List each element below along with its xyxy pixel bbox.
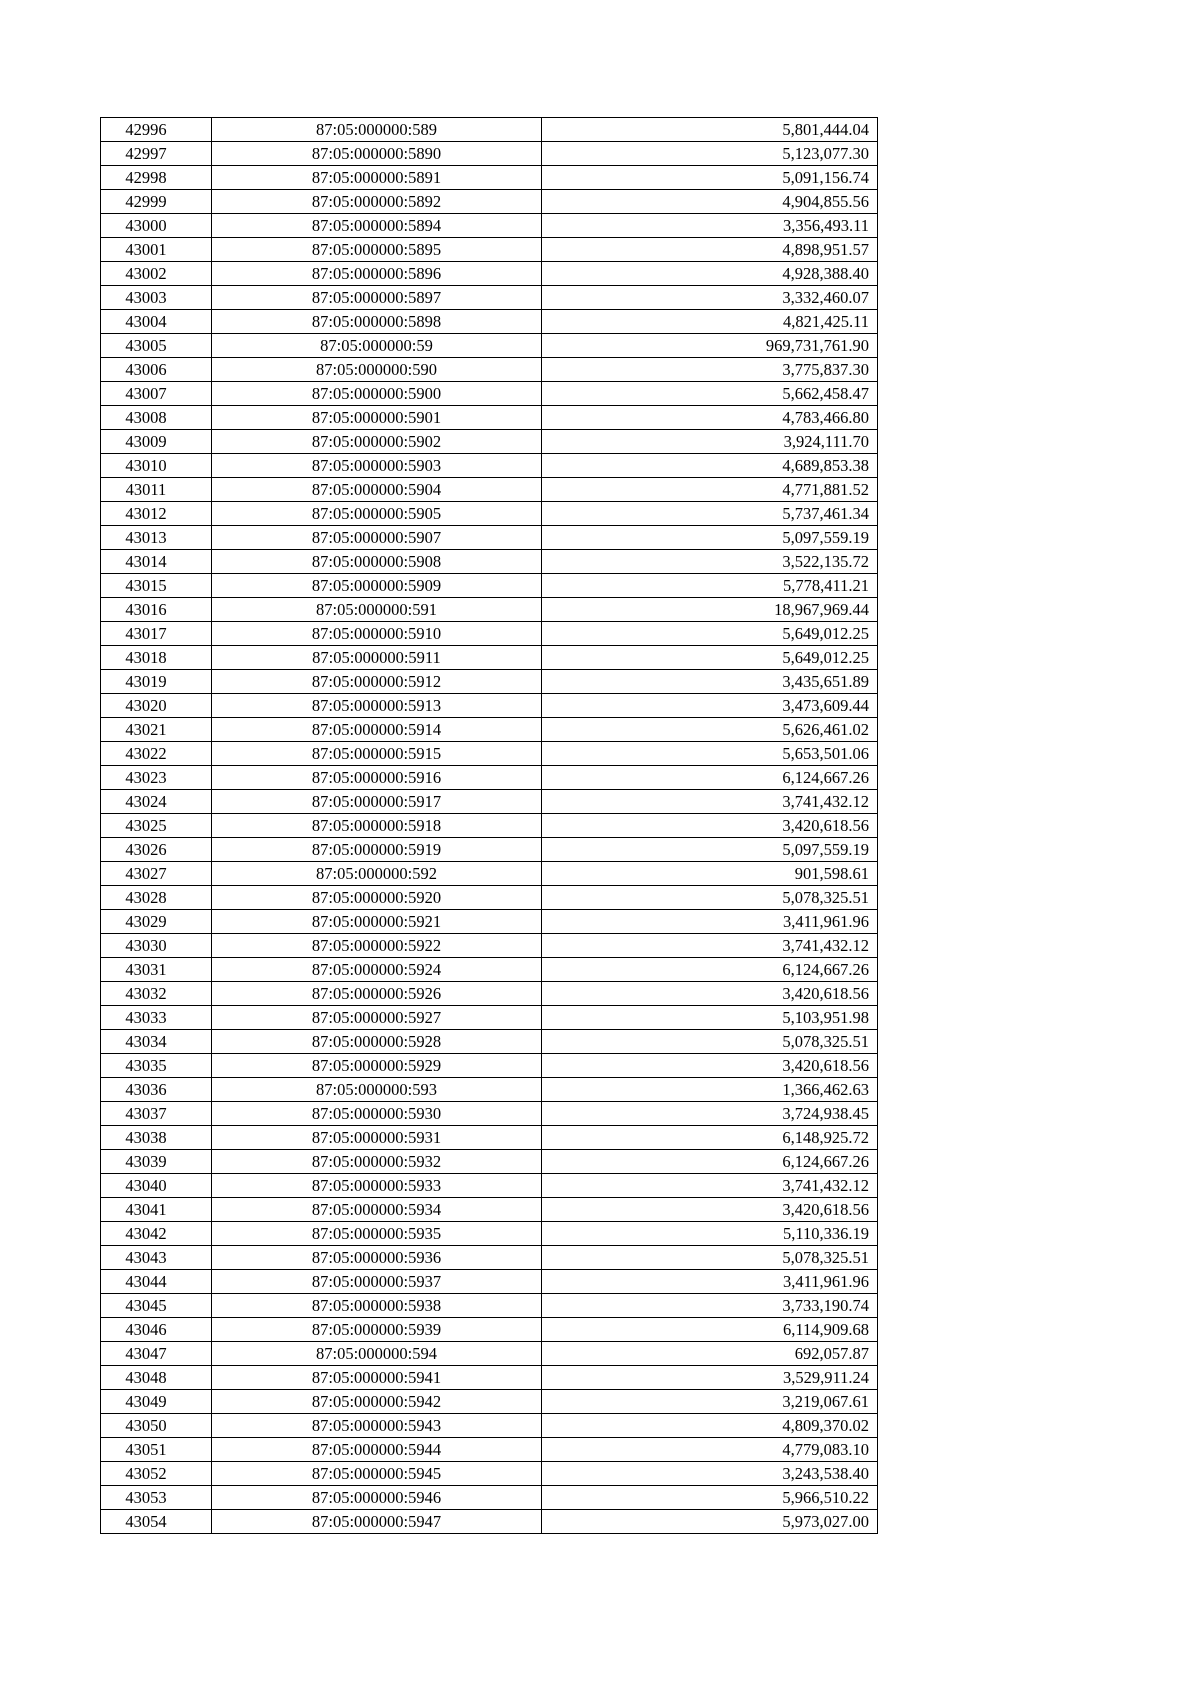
- cadastral-number-cell: 87:05:000000:5897: [212, 286, 542, 310]
- row-number-cell: 43004: [101, 310, 212, 334]
- table-row: [101, 982, 878, 1006]
- table-row: [101, 1486, 878, 1510]
- table-row: [101, 310, 878, 334]
- cadastral-number-cell: 87:05:000000:5935: [212, 1222, 542, 1246]
- row-number-cell: 43007: [101, 382, 212, 406]
- row-number-cell: 42996: [101, 118, 212, 142]
- table-row: [101, 838, 878, 862]
- value-amount-cell: 3,435,651.89: [542, 670, 878, 694]
- value-amount-cell: 5,973,027.00: [542, 1510, 878, 1534]
- value-amount-cell: 3,741,432.12: [542, 790, 878, 814]
- value-amount-cell: 5,649,012.25: [542, 622, 878, 646]
- row-number-cell: 43003: [101, 286, 212, 310]
- row-number-cell: 43043: [101, 1246, 212, 1270]
- value-amount-cell: 5,078,325.51: [542, 1030, 878, 1054]
- row-number-cell: 43015: [101, 574, 212, 598]
- cadastral-number-cell: 87:05:000000:5938: [212, 1294, 542, 1318]
- row-number-cell: 43033: [101, 1006, 212, 1030]
- row-number-cell: 43035: [101, 1054, 212, 1078]
- row-number-cell: 43048: [101, 1366, 212, 1390]
- table-row: [101, 742, 878, 766]
- table-row: [101, 430, 878, 454]
- value-amount-cell: 3,411,961.96: [542, 910, 878, 934]
- cadastral-number-cell: 87:05:000000:5895: [212, 238, 542, 262]
- cadastral-number-cell: 87:05:000000:5908: [212, 550, 542, 574]
- table-row: [101, 334, 878, 358]
- table-row: [101, 910, 878, 934]
- value-amount-cell: 3,420,618.56: [542, 814, 878, 838]
- table-row: [101, 142, 878, 166]
- value-amount-cell: 4,779,083.10: [542, 1438, 878, 1462]
- row-number-cell: 43036: [101, 1078, 212, 1102]
- value-amount-cell: 969,731,761.90: [542, 334, 878, 358]
- table-row: [101, 454, 878, 478]
- row-number-cell: 43025: [101, 814, 212, 838]
- cadastral-number-cell: 87:05:000000:594: [212, 1342, 542, 1366]
- row-number-cell: 43046: [101, 1318, 212, 1342]
- value-amount-cell: 18,967,969.44: [542, 598, 878, 622]
- cadastral-number-cell: 87:05:000000:59: [212, 334, 542, 358]
- value-amount-cell: 4,771,881.52: [542, 478, 878, 502]
- value-amount-cell: 3,243,538.40: [542, 1462, 878, 1486]
- value-amount-cell: 5,778,411.21: [542, 574, 878, 598]
- value-amount-cell: 3,356,493.11: [542, 214, 878, 238]
- cadastral-number-cell: 87:05:000000:5910: [212, 622, 542, 646]
- value-amount-cell: 3,420,618.56: [542, 1198, 878, 1222]
- table-row: [101, 478, 878, 502]
- cadastral-number-cell: 87:05:000000:5919: [212, 838, 542, 862]
- cadastral-number-cell: 87:05:000000:5933: [212, 1174, 542, 1198]
- table-row: [101, 1126, 878, 1150]
- table-row: [101, 1414, 878, 1438]
- value-amount-cell: 3,924,111.70: [542, 430, 878, 454]
- table-row: [101, 1294, 878, 1318]
- value-amount-cell: 3,219,067.61: [542, 1390, 878, 1414]
- table-row: [101, 1366, 878, 1390]
- value-amount-cell: 692,057.87: [542, 1342, 878, 1366]
- row-number-cell: 43031: [101, 958, 212, 982]
- row-number-cell: 43034: [101, 1030, 212, 1054]
- row-number-cell: 43024: [101, 790, 212, 814]
- value-amount-cell: 5,737,461.34: [542, 502, 878, 526]
- table-row: [101, 646, 878, 670]
- table-row: [101, 406, 878, 430]
- value-amount-cell: 3,733,190.74: [542, 1294, 878, 1318]
- cadastral-number-cell: 87:05:000000:5943: [212, 1414, 542, 1438]
- table-row: [101, 1174, 878, 1198]
- table-row: [101, 1222, 878, 1246]
- table-row: [101, 1030, 878, 1054]
- value-amount-cell: 3,741,432.12: [542, 934, 878, 958]
- cadastral-number-cell: 87:05:000000:5930: [212, 1102, 542, 1126]
- value-amount-cell: 5,801,444.04: [542, 118, 878, 142]
- row-number-cell: 43044: [101, 1270, 212, 1294]
- table-row: [101, 358, 878, 382]
- value-amount-cell: 6,114,909.68: [542, 1318, 878, 1342]
- cadastral-number-cell: 87:05:000000:593: [212, 1078, 542, 1102]
- row-number-cell: 43038: [101, 1126, 212, 1150]
- cadastral-number-cell: 87:05:000000:5931: [212, 1126, 542, 1150]
- table-row: [101, 1318, 878, 1342]
- cadastral-number-cell: 87:05:000000:5937: [212, 1270, 542, 1294]
- cadastral-number-cell: 87:05:000000:5912: [212, 670, 542, 694]
- row-number-cell: 43000: [101, 214, 212, 238]
- row-number-cell: 43050: [101, 1414, 212, 1438]
- value-amount-cell: 3,473,609.44: [542, 694, 878, 718]
- row-number-cell: 43017: [101, 622, 212, 646]
- cadastral-number-cell: 87:05:000000:5898: [212, 310, 542, 334]
- row-number-cell: 43012: [101, 502, 212, 526]
- value-amount-cell: 4,904,855.56: [542, 190, 878, 214]
- value-amount-cell: 5,091,156.74: [542, 166, 878, 190]
- table-row: [101, 550, 878, 574]
- row-number-cell: 43005: [101, 334, 212, 358]
- row-number-cell: 42998: [101, 166, 212, 190]
- cadastral-number-cell: 87:05:000000:5902: [212, 430, 542, 454]
- table-row: [101, 862, 878, 886]
- cadastral-number-cell: 87:05:000000:5915: [212, 742, 542, 766]
- value-amount-cell: 4,809,370.02: [542, 1414, 878, 1438]
- table-row: [101, 622, 878, 646]
- cadastral-number-cell: 87:05:000000:5918: [212, 814, 542, 838]
- cadastral-number-cell: 87:05:000000:5892: [212, 190, 542, 214]
- cadastral-number-cell: 87:05:000000:5911: [212, 646, 542, 670]
- row-number-cell: 42997: [101, 142, 212, 166]
- value-amount-cell: 6,148,925.72: [542, 1126, 878, 1150]
- value-amount-cell: 5,078,325.51: [542, 886, 878, 910]
- table-row: [101, 526, 878, 550]
- table-row: [101, 118, 878, 142]
- table-row: [101, 958, 878, 982]
- table-row: [101, 886, 878, 910]
- cadastral-number-cell: 87:05:000000:5894: [212, 214, 542, 238]
- value-amount-cell: 3,332,460.07: [542, 286, 878, 310]
- value-amount-cell: 6,124,667.26: [542, 1150, 878, 1174]
- value-amount-cell: 3,775,837.30: [542, 358, 878, 382]
- value-amount-cell: 3,724,938.45: [542, 1102, 878, 1126]
- row-number-cell: 43039: [101, 1150, 212, 1174]
- value-amount-cell: 3,522,135.72: [542, 550, 878, 574]
- row-number-cell: 43002: [101, 262, 212, 286]
- value-amount-cell: 1,366,462.63: [542, 1078, 878, 1102]
- cadastral-number-cell: 87:05:000000:5939: [212, 1318, 542, 1342]
- cadastral-number-cell: 87:05:000000:5921: [212, 910, 542, 934]
- row-number-cell: 43037: [101, 1102, 212, 1126]
- table-row: [101, 1078, 878, 1102]
- cadastral-number-cell: 87:05:000000:5913: [212, 694, 542, 718]
- row-number-cell: 43045: [101, 1294, 212, 1318]
- row-number-cell: 43051: [101, 1438, 212, 1462]
- row-number-cell: 43009: [101, 430, 212, 454]
- value-amount-cell: 5,110,336.19: [542, 1222, 878, 1246]
- table-row: [101, 1390, 878, 1414]
- row-number-cell: 43029: [101, 910, 212, 934]
- table-row: [101, 766, 878, 790]
- table-row: [101, 1270, 878, 1294]
- data-table: [100, 117, 878, 1534]
- table-row: [101, 1462, 878, 1486]
- row-number-cell: 43047: [101, 1342, 212, 1366]
- table-body: [101, 118, 878, 1534]
- cadastral-number-cell: 87:05:000000:5917: [212, 790, 542, 814]
- value-amount-cell: 4,928,388.40: [542, 262, 878, 286]
- table-row: [101, 1510, 878, 1534]
- value-amount-cell: 6,124,667.26: [542, 766, 878, 790]
- table-row: [101, 1342, 878, 1366]
- row-number-cell: 43052: [101, 1462, 212, 1486]
- row-number-cell: 43032: [101, 982, 212, 1006]
- row-number-cell: 43006: [101, 358, 212, 382]
- row-number-cell: 43049: [101, 1390, 212, 1414]
- table-row: [101, 1150, 878, 1174]
- cadastral-number-cell: 87:05:000000:5927: [212, 1006, 542, 1030]
- cadastral-number-cell: 87:05:000000:5942: [212, 1390, 542, 1414]
- row-number-cell: 43011: [101, 478, 212, 502]
- row-number-cell: 43021: [101, 718, 212, 742]
- cadastral-number-cell: 87:05:000000:5891: [212, 166, 542, 190]
- table-row: [101, 166, 878, 190]
- cadastral-number-cell: 87:05:000000:5896: [212, 262, 542, 286]
- row-number-cell: 43010: [101, 454, 212, 478]
- value-amount-cell: 5,078,325.51: [542, 1246, 878, 1270]
- table-row: [101, 598, 878, 622]
- value-amount-cell: 5,662,458.47: [542, 382, 878, 406]
- cadastral-number-cell: 87:05:000000:5928: [212, 1030, 542, 1054]
- row-number-cell: 43053: [101, 1486, 212, 1510]
- cadastral-number-cell: 87:05:000000:5890: [212, 142, 542, 166]
- table-row: [101, 934, 878, 958]
- cadastral-number-cell: 87:05:000000:5941: [212, 1366, 542, 1390]
- cadastral-number-cell: 87:05:000000:5922: [212, 934, 542, 958]
- row-number-cell: 43023: [101, 766, 212, 790]
- value-amount-cell: 5,097,559.19: [542, 526, 878, 550]
- row-number-cell: 43054: [101, 1510, 212, 1534]
- value-amount-cell: 3,420,618.56: [542, 982, 878, 1006]
- row-number-cell: 43041: [101, 1198, 212, 1222]
- value-amount-cell: 6,124,667.26: [542, 958, 878, 982]
- table-row: [101, 502, 878, 526]
- value-amount-cell: 3,529,911.24: [542, 1366, 878, 1390]
- cadastral-number-cell: 87:05:000000:5926: [212, 982, 542, 1006]
- cadastral-number-cell: 87:05:000000:5907: [212, 526, 542, 550]
- table-row: [101, 1006, 878, 1030]
- table-row: [101, 382, 878, 406]
- cadastral-number-cell: 87:05:000000:5946: [212, 1486, 542, 1510]
- row-number-cell: 43013: [101, 526, 212, 550]
- cadastral-number-cell: 87:05:000000:590: [212, 358, 542, 382]
- table-row: [101, 718, 878, 742]
- cadastral-number-cell: 87:05:000000:5900: [212, 382, 542, 406]
- row-number-cell: 43040: [101, 1174, 212, 1198]
- value-amount-cell: 4,821,425.11: [542, 310, 878, 334]
- value-amount-cell: 3,741,432.12: [542, 1174, 878, 1198]
- value-amount-cell: 5,626,461.02: [542, 718, 878, 742]
- table-row: [101, 574, 878, 598]
- cadastral-number-cell: 87:05:000000:592: [212, 862, 542, 886]
- value-amount-cell: 4,783,466.80: [542, 406, 878, 430]
- value-amount-cell: 4,898,951.57: [542, 238, 878, 262]
- table-row: [101, 190, 878, 214]
- value-amount-cell: 3,420,618.56: [542, 1054, 878, 1078]
- row-number-cell: 43019: [101, 670, 212, 694]
- row-number-cell: 43016: [101, 598, 212, 622]
- table-row: [101, 262, 878, 286]
- table-row: [101, 1246, 878, 1270]
- cadastral-number-cell: 87:05:000000:5901: [212, 406, 542, 430]
- table-row: [101, 694, 878, 718]
- table-row: [101, 1198, 878, 1222]
- row-number-cell: 43018: [101, 646, 212, 670]
- row-number-cell: 43008: [101, 406, 212, 430]
- row-number-cell: 43001: [101, 238, 212, 262]
- table-row: [101, 1102, 878, 1126]
- table-row: [101, 670, 878, 694]
- cadastral-number-cell: 87:05:000000:591: [212, 598, 542, 622]
- cadastral-number-cell: 87:05:000000:5945: [212, 1462, 542, 1486]
- value-amount-cell: 5,123,077.30: [542, 142, 878, 166]
- value-amount-cell: 5,966,510.22: [542, 1486, 878, 1510]
- row-number-cell: 43014: [101, 550, 212, 574]
- table-row: [101, 790, 878, 814]
- row-number-cell: 43022: [101, 742, 212, 766]
- table-row: [101, 286, 878, 310]
- row-number-cell: 43030: [101, 934, 212, 958]
- table-row: [101, 814, 878, 838]
- value-amount-cell: 901,598.61: [542, 862, 878, 886]
- cadastral-number-cell: 87:05:000000:589: [212, 118, 542, 142]
- cadastral-number-cell: 87:05:000000:5916: [212, 766, 542, 790]
- cadastral-number-cell: 87:05:000000:5914: [212, 718, 542, 742]
- cadastral-number-cell: 87:05:000000:5903: [212, 454, 542, 478]
- cadastral-number-cell: 87:05:000000:5947: [212, 1510, 542, 1534]
- table-row: [101, 1054, 878, 1078]
- cadastral-number-cell: 87:05:000000:5920: [212, 886, 542, 910]
- value-amount-cell: 5,097,559.19: [542, 838, 878, 862]
- cadastral-number-cell: 87:05:000000:5924: [212, 958, 542, 982]
- row-number-cell: 43028: [101, 886, 212, 910]
- row-number-cell: 43042: [101, 1222, 212, 1246]
- table-row: [101, 1438, 878, 1462]
- table-row: [101, 238, 878, 262]
- cadastral-number-cell: 87:05:000000:5932: [212, 1150, 542, 1174]
- cadastral-number-cell: 87:05:000000:5929: [212, 1054, 542, 1078]
- value-amount-cell: 5,653,501.06: [542, 742, 878, 766]
- cadastral-number-cell: 87:05:000000:5934: [212, 1198, 542, 1222]
- row-number-cell: 42999: [101, 190, 212, 214]
- row-number-cell: 43020: [101, 694, 212, 718]
- row-number-cell: 43026: [101, 838, 212, 862]
- cadastral-number-cell: 87:05:000000:5909: [212, 574, 542, 598]
- table-row: [101, 214, 878, 238]
- value-amount-cell: 5,103,951.98: [542, 1006, 878, 1030]
- value-amount-cell: 4,689,853.38: [542, 454, 878, 478]
- value-amount-cell: 3,411,961.96: [542, 1270, 878, 1294]
- row-number-cell: 43027: [101, 862, 212, 886]
- cadastral-number-cell: 87:05:000000:5904: [212, 478, 542, 502]
- cadastral-number-cell: 87:05:000000:5936: [212, 1246, 542, 1270]
- cadastral-number-cell: 87:05:000000:5944: [212, 1438, 542, 1462]
- value-amount-cell: 5,649,012.25: [542, 646, 878, 670]
- cadastral-number-cell: 87:05:000000:5905: [212, 502, 542, 526]
